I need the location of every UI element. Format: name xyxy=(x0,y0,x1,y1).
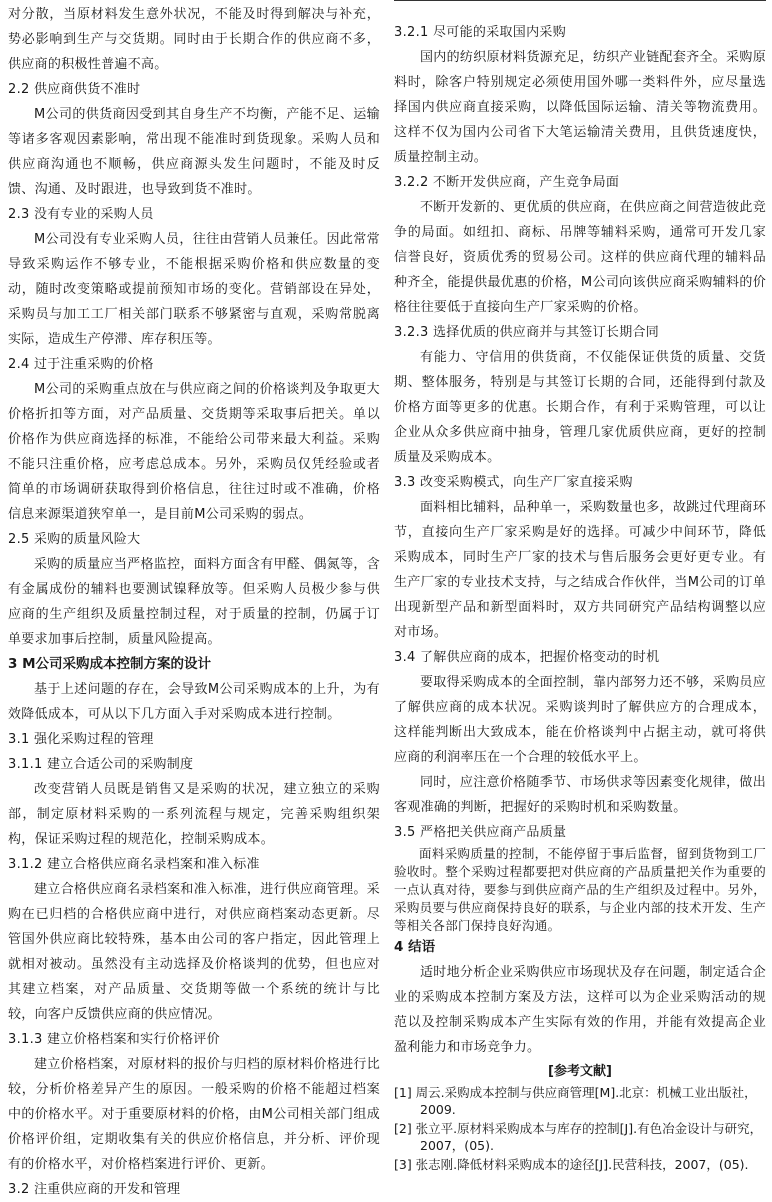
section-heading: 3.5 严格把关供应商产品质量 xyxy=(394,825,567,840)
paragraph: M公司的供货商因受到其自身生产不均衡，产能不足、运输等诸多客观因素影响，常出现不能准时到货现象。采购人员和供应商沟通也不顺畅，供应商源头发生问题时，不能及时反馈、沟通、及时跟进，也导致到货不准时。 xyxy=(8,107,380,197)
paragraph: 建立合格供应商名录档案和准入标准，进行供应商管理。采购在已归档的合格供应商中进行，对供应商档案动态更新。尽管国外供应商比较特殊，基本由公司的客户指定，因此管理上就相对被动。虽然没有主动选择及价格谈判的优势，但也应对其建立档案，对产品质量、交货期等做一个系统的统计与比较，向客户反馈供应商的供应情况。 xyxy=(8,882,380,1022)
left-column xyxy=(8,2,380,1202)
paragraph: 有能力、守信用的供货商，不仅能保证供货的质量、交货期、整体服务，特别是与其签订长期的合同，还能得到付款及价格方面等更多的优惠。长期合作，有利于采购管理，可以让企业从众多供应商中抽身，管理几家优质供应商，更好的控制质量及采购成本。 xyxy=(394,350,766,465)
reference-item: [1] 周云.采购成本控制与供应商管理[M].北京：机械工业出版社，2009. xyxy=(394,1085,757,1117)
section-heading: 3.1 强化采购过程的管理 xyxy=(8,732,154,747)
paragraph: 采购的质量应当严格监控，面料方面含有甲醛、偶氮等，含有金属成份的辅料也要测试镍释放等。但采购人员极少参与供应商的生产组织及质量控制过程，对于质量的控制，仍属于订单要求加事后控制，质量风险提高。 xyxy=(8,557,380,647)
section-heading: 3.2 注重供应商的开发和管理 xyxy=(8,1182,181,1197)
paragraph: 对分散，当原材料发生意外状况，不能及时得到解决与补充，势必影响到生产与交货期。同时由于长期合作的供应商不多，供应商的积极性普遍不高。 xyxy=(8,7,380,72)
paragraph: M公司没有专业采购人员，往往由营销人员兼任。因此常常导致采购运作不够专业，不能根据采购价格和供应数量的变动，随时改变策略或提前预知市场的变化。营销部设在异处，采购员与加工工厂相关部门联系不够紧密与直观，采购常脱离实际，造成生产停滞、库存积压等。 xyxy=(8,232,380,347)
section-heading: 3.3 改变采购模式，向生产厂家直接采购 xyxy=(394,475,633,490)
references-title: [参考文献] xyxy=(548,1064,612,1079)
section-heading: 2.2 供应商供货不准时 xyxy=(8,82,141,97)
section-heading: 2.5 采购的质量风险大 xyxy=(8,532,141,547)
subsection-heading: 3.2.1 尽可能的采取国内采购 xyxy=(394,25,567,40)
subsection-heading: 3.2.2 不断开发供应商，产生竞争局面 xyxy=(394,175,620,190)
right-column xyxy=(394,20,766,1175)
subsection-heading: 3.1.1 建立合适公司的采购制度 xyxy=(8,757,194,772)
paragraph: 建立价格档案，对原材料的报价与归档的原材料价格进行比较，分析价格差异产生的原因。一般采购的价格不能超过档案中的价格水平。对于重要原材料的价格，由M公司相关部门组成价格评价组，定期收集有关的供应价格信息，并分析、评价现有的价格水平，对价格档案进行评价、更新。 xyxy=(8,1057,380,1172)
paragraph: 要取得采购成本的全面控制，靠内部努力还不够，采购员应了解供应商的成本状况。采购谈判时了解供应方的合理成本，这样能判断出大致成本，能在价格谈判中占据主动，就可将供应商的利润率压在一个合理的较低水平上。 xyxy=(394,675,766,765)
paragraph: 适时地分析企业采购供应市场现状及存在问题，制定适合企业的采购成本控制方案及方法，这样可以为企业采购活动的规范以及控制采购成本产生实际有效的作用，并能有效提高企业盈利能力和市场竞争力。 xyxy=(394,965,766,1055)
paragraph: 基于上述问题的存在，会导致M公司采购成本的上升，为有效降低成本，可从以下几方面入手对采购成本进行控制。 xyxy=(8,682,380,722)
section-heading: 2.3 没有专业的采购人员 xyxy=(8,207,154,222)
paragraph: 国内的纺织原材料货源充足，纺织产业链配套齐全。采购原料时，除客户特别规定必须使用国外哪一类料件外，应尽量选择国内供应商直接采购，以降低国际运输、清关等物流费用。这样不仅为国内公司省下大笔运输清关费用，且供货速度快，质量控制主动。 xyxy=(394,50,766,165)
subsection-heading: 3.1.2 建立合格供应商名录档案和准入标准 xyxy=(8,857,260,872)
reference-item: [3] 张志刚.降低材料采购成本的途径[J].民营科技，2007，(05). xyxy=(394,1157,749,1172)
paragraph: 面料相比辅料，品种单一，采购数量也多，故跳过代理商环节，直接向生产厂家采购是好的选择。可减少中间环节，降低采购成本，同时生产厂家的技术与售后服务会更好更专业。有生产厂家的专业技术支持，与之结成合作伙伴，当M公司的订单出现新型产品和新型面料时，双方共同研究产品结构调整以应对市场。 xyxy=(394,500,766,640)
chapter-heading: 3 M公司采购成本控制方案的设计 xyxy=(8,656,212,672)
paragraph: 不断开发新的、更优质的供应商，在供应商之间营造彼此竞争的局面。如纽扣、商标、吊牌等辅料采购，通常可开发几家信誉良好，资质优秀的贸易公司。这样的供应商代理的辅料品种齐全，能提供最优惠的价格，M公司向该供应商采购辅料的价格往往要低于直接向生产厂家采购的价格。 xyxy=(394,200,766,315)
section-heading: 3.4 了解供应商的成本，把握价格变动的时机 xyxy=(394,650,660,665)
subsection-heading: 3.2.3 选择优质的供应商并与其签订长期合同 xyxy=(394,325,660,340)
paragraph: 面料采购质量的控制，不能停留于事后监督，留到货物到工厂验收时。整个采购过程都要把对供应商的产品质量把关作为重要的一点认真对待，要参与到供应商产品的生产组织及过程中。另外，采购员要与供应商保持良好的联系，与企业内部的技术开发、生产等相关各部门保持良好沟通。 xyxy=(394,846,766,933)
paragraph: 改变营销人员既是销售又是采购的状况，建立独立的采购部，制定原材料采购的一系列流程与规定，完善采购组织架构，保证采购过程的规范化，控制采购成本。 xyxy=(8,782,380,847)
section-heading: 2.4 过于注重采购的价格 xyxy=(8,357,154,372)
reference-item: [2] 张立平.原材料采购成本与库存的控制[J].有色冶金设计与研究，2007，(05). xyxy=(394,1121,763,1153)
subsection-heading: 3.1.3 建立价格档案和实行价格评价 xyxy=(8,1032,220,1047)
top-rule xyxy=(394,0,766,1)
chapter-heading: 4 结语 xyxy=(394,939,436,955)
paragraph: 同时，应注意价格随季节、市场供求等因素变化规律，做出客观准确的判断，把握好的采购时机和采购数量。 xyxy=(394,775,766,815)
paragraph: M公司的采购重点放在与供应商之间的价格谈判及争取更大价格折扣等方面，对产品质量、交货期等采取事后把关。单以价格作为供应商选择的标准，不能给公司带来最大利益。采购不能只注重价格，应考虑总成本。另外，采购员仅凭经验或者简单的市场调研获取得到价格信息，往往过时或不准确，价格信息来源渠道狭窄单一，是目前M公司采购的弱点。 xyxy=(8,382,380,522)
